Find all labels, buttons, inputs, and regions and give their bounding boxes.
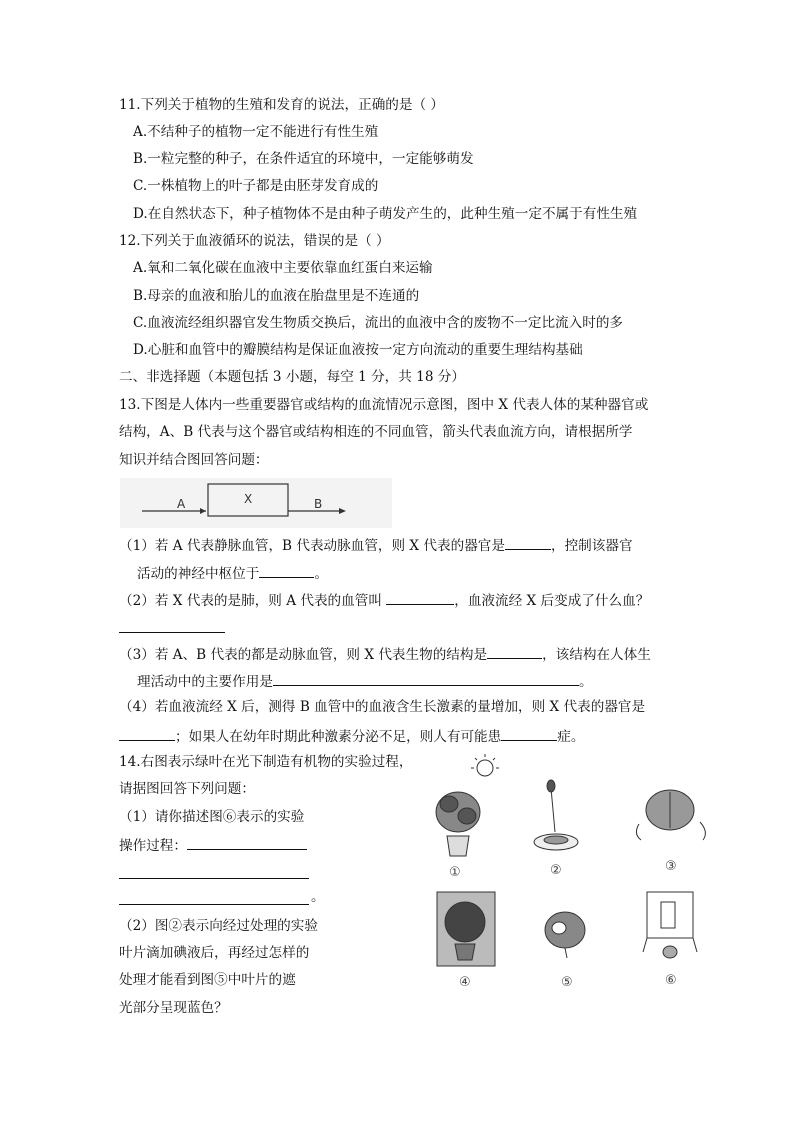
blood-flow-svg <box>120 478 392 528</box>
q14-answer-line-op3[interactable] <box>119 904 309 905</box>
label-a: A <box>177 497 186 511</box>
sun-icon <box>477 760 493 776</box>
section2-title: 二、非选择题（本题包括 3 小题，每空 1 分，共 18 分） <box>119 369 465 385</box>
left-hand-icon <box>636 824 641 840</box>
flower-pot-icon <box>447 836 469 856</box>
q12-option-c: C.血液流经组织器官发生物质交换后，流出的血液中含的废物不一定比流入时的多 <box>133 315 624 331</box>
q13-answer-blank-disease[interactable] <box>501 726 557 741</box>
q13-answer-blank-center[interactable] <box>259 563 314 578</box>
dark-plant-icon <box>445 902 485 942</box>
q13-part3-text-d: 。 <box>578 674 593 690</box>
label-2: ② <box>550 863 562 878</box>
right-hand-icon <box>700 822 705 840</box>
q11-option-d: D.在自然状态下，种子植物体不是由种子萌发产生的，此种生殖一定不属于有性生殖 <box>133 206 638 222</box>
panel-1-plant-in-sun <box>436 754 499 856</box>
dropper-icon <box>551 788 555 832</box>
q11-stem: 11.下列关于植物的生殖和发育的说法，正确的是（ ） <box>119 97 445 113</box>
q13-part1-line1 <box>119 535 633 555</box>
beaker-icon <box>647 892 693 938</box>
q14-stem-line2: 请据图回答下列问题： <box>119 781 255 797</box>
label-x: X <box>244 492 253 506</box>
q13-part4-text-b: 症。 <box>557 729 585 745</box>
q13-stem-line1: 13.下图是人体内一些重要器官或结构的血流情况示意图，图中 X 代表人体的某种器官或 <box>119 397 649 413</box>
panel-4-plant-in-dark <box>437 892 495 966</box>
q13-answer-blank-function[interactable] <box>273 671 579 686</box>
q13-answer-blank-structure[interactable] <box>487 644 542 659</box>
label-4: ④ <box>459 975 471 990</box>
q13-part2-text-b: ，血液流经 X 后变成了什么血？ <box>454 593 650 609</box>
q13-part4-line2 <box>119 726 584 746</box>
q14-answer-line-op2[interactable] <box>119 878 309 879</box>
blood-flow-diagram <box>120 478 392 528</box>
q13-answer-blank-vessel[interactable] <box>386 590 454 605</box>
burner-icon <box>663 946 677 958</box>
q14-part1-line2 <box>119 835 307 855</box>
q14-part1-line1: （1）请你描述图⑥表示的实验 <box>119 809 305 825</box>
label-3: ③ <box>665 859 677 874</box>
diagram-background <box>120 478 392 528</box>
photosynthesis-experiment-figure <box>425 752 725 1002</box>
q14-answer-blank-op1[interactable] <box>187 835 307 850</box>
q12-option-a: A.氧和二氧化碳在血液中主要依靠血红蛋白来运输 <box>133 260 433 276</box>
label-1: ① <box>449 865 461 880</box>
q13-part2-line1 <box>119 590 649 610</box>
q13-stem-line2: 结构，A、B 代表与这个器官或结构相连的不同血管，箭头代表血流方向，请根据所学 <box>119 424 633 440</box>
q11-option-b: B.一粒完整的种子，在条件适宜的环境中，一定能够萌发 <box>133 151 474 167</box>
q11-option-a: A.不结种子的植物一定不能进行有性生殖 <box>133 124 379 140</box>
q13-part1-line2 <box>137 563 328 583</box>
panel-2-iodine-drop <box>534 780 578 850</box>
q14-stem-line1: 14.右图表示绿叶在光下制造有机物的实验过程， <box>119 754 413 770</box>
q13-stem-line3: 知识并结合图回答问题： <box>119 452 269 468</box>
q13-part4-text-a: ；如果人在幼年时期此种激素分泌不足，则人有可能患 <box>175 729 502 745</box>
q13-part1-text-d: 。 <box>314 566 328 582</box>
q13-part3-line2 <box>137 671 593 691</box>
q12-option-b: B.母亲的血液和胎儿的血液在胎盘里是不连通的 <box>133 288 420 304</box>
q13-part1-text-b: ，控制该器官 <box>551 538 633 554</box>
q13-part3-text-c: 理活动中的主要作用是 <box>137 674 273 690</box>
q14-part1-text-op: 操作过程： <box>119 838 187 854</box>
q12-option-d: D.心脏和血管中的瓣膜结构是保证血液按一定方向流动的重要生理结构基础 <box>133 342 583 358</box>
experiment-svg <box>425 752 725 1002</box>
panel-5-treated-leaf <box>545 912 585 958</box>
q14-part2-line1: （2）图②表示向经过处理的实验 <box>119 918 318 934</box>
inner-tube-icon <box>661 902 675 928</box>
label-b: B <box>314 497 323 511</box>
q14-part1-end: 。 <box>311 889 325 905</box>
panel-3-leaf-in-hands <box>636 790 705 840</box>
label-5: ⑤ <box>561 975 573 990</box>
q13-part3-text-a: （3）若 A、B 代表的都是动脉血管，则 X 代表生物的结构是 <box>119 647 488 663</box>
q13-answer-line-blood[interactable] <box>119 632 225 633</box>
q13-answer-blank-gland[interactable] <box>119 726 175 741</box>
q14-part2-line2: 叶片滴加碘液后，再经过怎样的 <box>119 945 310 961</box>
q13-answer-blank-organ[interactable] <box>505 535 551 550</box>
q13-part1-text-c: 活动的神经中枢位于 <box>137 566 260 582</box>
q13-part1-text-a: （1）若 A 代表静脉血管，B 代表动脉血管，则 X 代表的器官是 <box>119 538 505 554</box>
label-6: ⑥ <box>665 973 677 988</box>
q13-part3-line1 <box>119 644 651 664</box>
panel-6-water-bath <box>643 892 697 958</box>
q13-part3-text-b: ，该结构在人体生 <box>542 647 651 663</box>
q13-part2-text-a: （2）若 X 代表的是肺，则 A 代表的血管叫 <box>119 593 387 609</box>
q13-part4-line1: （4）若血液流经 X 后，测得 B 血管中的血液含生长激素的量增加，则 X 代表的器官是 <box>119 699 646 715</box>
q14-part2-line3: 处理才能看到图⑤中叶片的遮 <box>119 972 296 988</box>
q12-stem: 12.下列关于血液循环的说法，错误的是（ ） <box>119 233 390 249</box>
q11-option-c: C.一株植物上的叶子都是由胚芽发育成的 <box>133 178 379 194</box>
q14-part2-line4: 光部分呈现蓝色？ <box>119 1000 228 1016</box>
